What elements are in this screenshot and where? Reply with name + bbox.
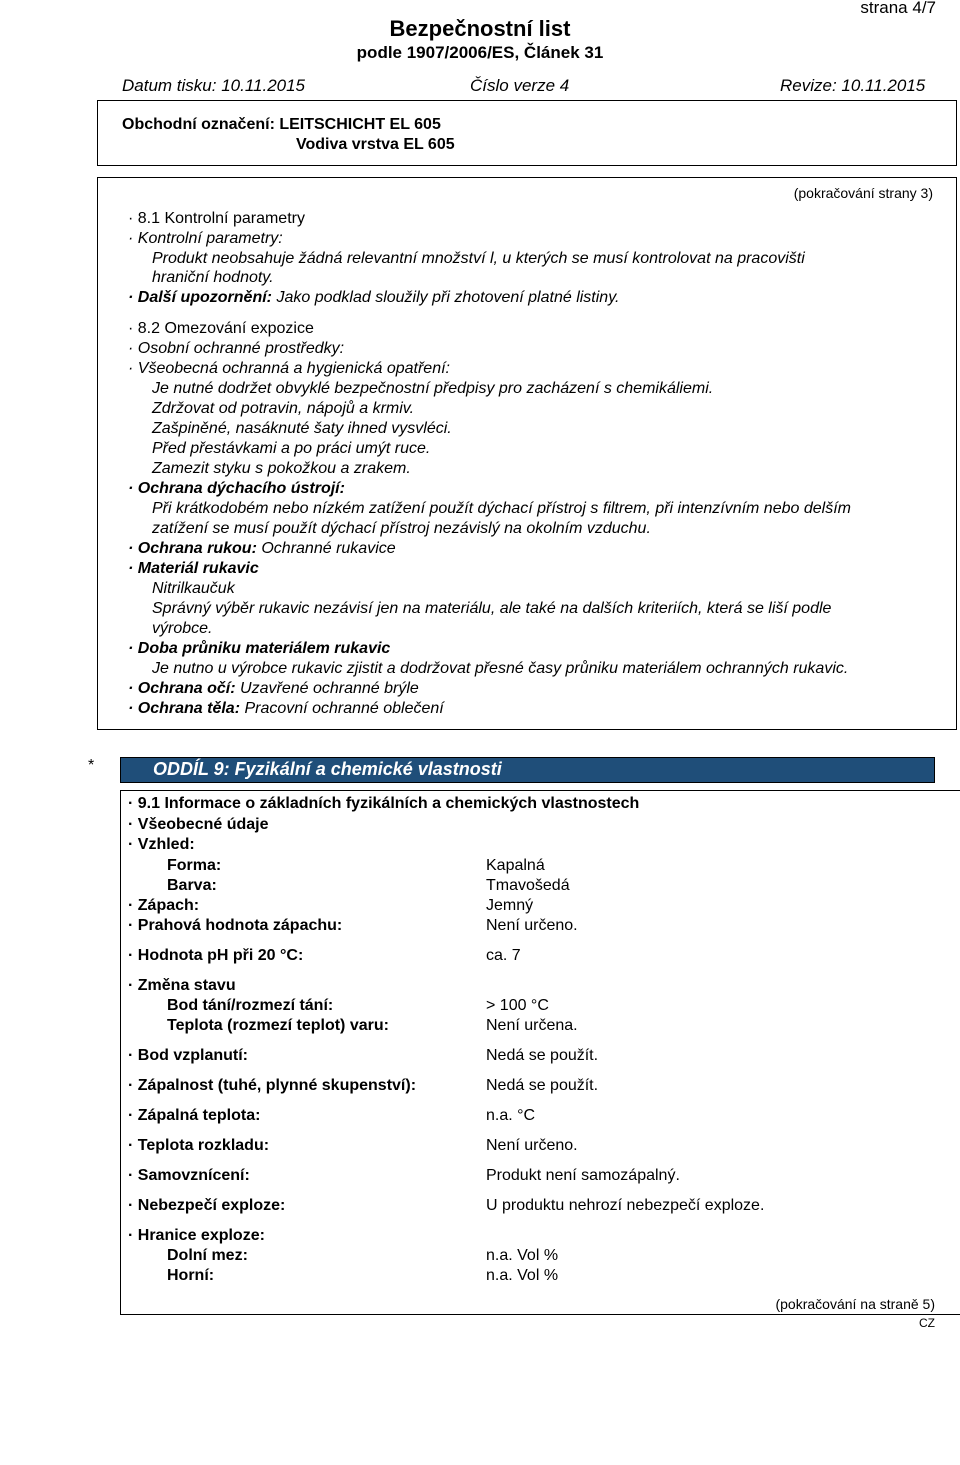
hygiene-line-2: Zdržovat od potravin, nápojů a krmiv. xyxy=(152,400,415,417)
explosion-danger-value: U produktu nehrozí nebezpečí exploze. xyxy=(486,1197,765,1214)
boiling-point-value: Není určena. xyxy=(486,1017,578,1034)
penetration-time-text: Je nutno u výrobce rukavic zjistit a dodržovat přesné časy průniku materiálem ochranných rukavic. xyxy=(152,660,849,677)
ignition-temp-label: · Zápalná teplota: xyxy=(128,1107,261,1124)
glove-material-3: výrobce. xyxy=(152,620,213,637)
ppe-label: · Osobní ochranné prostředky: xyxy=(128,340,345,357)
product-box xyxy=(97,100,957,166)
color-value: Tmavošedá xyxy=(486,877,570,894)
hand-protection xyxy=(128,540,396,558)
form-value: Kapalná xyxy=(486,857,545,874)
odour-threshold-value: Není určeno. xyxy=(486,917,578,934)
revision-date: Revize: 10.11.2015 xyxy=(780,76,926,95)
body-protection xyxy=(128,700,444,718)
section-9-title: ODDÍL 9: Fyzikální a chemické vlastnosti xyxy=(153,759,502,779)
color-label: Barva: xyxy=(167,877,217,894)
print-date: Datum tisku: 10.11.2015 xyxy=(122,76,306,95)
eye-protection-text: Uzavřené ochranné brýle xyxy=(240,680,419,697)
eye-protection-label: · Ochrana očí: xyxy=(128,680,236,697)
hygiene-line-1: Je nutné dodržet obvyklé bezpečnostní předpisy pro zacházení s chemikáliemi. xyxy=(152,380,714,397)
ph-value: ca. 7 xyxy=(486,947,521,964)
odour-threshold-label: · Prahová hodnota zápachu: xyxy=(128,917,343,934)
respiratory-text-1: Při krátkodobém nebo nízkém zatížení použít dýchací přístroj s filtrem, při intenzívním nebo delším xyxy=(152,500,851,517)
heading-8-2: · 8.2 Omezování expozice xyxy=(128,320,314,337)
decomposition-temp-label: · Teplota rozkladu: xyxy=(128,1137,270,1154)
odour-value: Jemný xyxy=(486,897,534,914)
self-ignition-label: · Samovznícení: xyxy=(128,1167,250,1184)
upper-limit-label: Horní: xyxy=(167,1267,215,1284)
hygiene-line-3: Zašpiněné, nasáknuté šaty ihned vysvléci. xyxy=(152,420,452,437)
continuation-note-top: (pokračování strany 3) xyxy=(793,185,933,201)
continuation-note-bottom: (pokračování na straně 5) xyxy=(775,1296,935,1312)
page-number: strana 4/7 xyxy=(860,0,936,17)
penetration-time-label: · Doba průniku materiálem rukavic xyxy=(128,640,391,657)
glove-material-label: · Materiál rukavic xyxy=(128,560,259,577)
section-9-banner xyxy=(120,757,935,783)
hand-protection-text: Ochranné rukavice xyxy=(261,540,396,557)
respiratory-label: · Ochrana dýchacího ústrojí: xyxy=(128,480,345,497)
melting-point-value: > 100 °C xyxy=(486,997,549,1014)
melting-point-label: Bod tání/rozmezí tání: xyxy=(167,997,334,1014)
respiratory-text-2: zatížení se musí použít dýchací přístroj nezávislý na okolním vzduchu. xyxy=(152,520,651,537)
lower-limit-value: n.a. Vol % xyxy=(486,1247,559,1264)
hygiene-line-5: Zamezit styku s pokožkou a zrakem. xyxy=(152,460,411,477)
eye-protection xyxy=(128,680,419,698)
further-info xyxy=(128,289,619,307)
revision-star: * xyxy=(88,757,95,774)
control-params-text: Produkt neobsahuje žádná relevantní množství l, u kterých se musí kontrolovat na pracovišti xyxy=(152,250,805,267)
control-params-text-2: hraniční hodnoty. xyxy=(152,269,274,286)
boiling-point-label: Teplota (rozmezí teplot) varu: xyxy=(167,1017,389,1034)
form-label: Forma: xyxy=(167,857,222,874)
heading-9-1: · 9.1 Informace o základních fyzikálních a chemických vlastnostech xyxy=(128,795,640,812)
product-name: Obchodní označení: LEITSCHICHT EL 605 xyxy=(122,116,441,133)
body-protection-text: Pracovní ochranné oblečení xyxy=(244,700,444,717)
upper-limit-value: n.a. Vol % xyxy=(486,1267,559,1284)
document-title: Bezpečnostní list xyxy=(389,16,571,41)
hygiene-label: · Všeobecná ochranná a hygienická opatření: xyxy=(128,360,450,377)
flammability-value: Nedá se použít. xyxy=(486,1077,599,1094)
general-info-label: · Všeobecné údaje xyxy=(128,816,269,833)
version-number: Číslo verze 4 xyxy=(470,76,570,95)
decomposition-temp-value: Není určeno. xyxy=(486,1137,578,1154)
hygiene-line-4: Před přestávkami a po práci umýt ruce. xyxy=(152,440,431,457)
explosion-danger-label: · Nebezpečí exploze: xyxy=(128,1197,286,1214)
glove-material-2: Správný výběr rukavic nezávisí jen na materiálu, ale také na dalších kriteriích, která se liší podle xyxy=(152,600,832,617)
product-name-alt: Vodiva vrstva EL 605 xyxy=(296,136,455,153)
ignition-temp-value: n.a. °C xyxy=(486,1107,536,1124)
body-protection-label: · Ochrana těla: xyxy=(128,700,241,717)
explosion-limits-label: · Hranice exploze: xyxy=(128,1227,265,1244)
flash-point-value: Nedá se použít. xyxy=(486,1047,599,1064)
further-info-text: Jako podklad sloužily při zhotovení platné listiny. xyxy=(276,289,620,306)
language-code: CZ xyxy=(919,1316,935,1330)
heading-8-1: · 8.1 Kontrolní parametry xyxy=(128,210,305,227)
flammability-label: · Zápalnost (tuhé, plynné skupenství): xyxy=(128,1077,417,1094)
lower-limit-label: Dolní mez: xyxy=(167,1247,248,1264)
appearance-label: · Vzhled: xyxy=(128,836,195,853)
glove-material-1: Nitrilkaučuk xyxy=(152,580,235,597)
document-subtitle: podle 1907/2006/ES, Článek 31 xyxy=(356,43,604,62)
ph-label: · Hodnota pH při 20 °C: xyxy=(128,947,304,964)
odour-label: · Zápach: xyxy=(128,897,200,914)
further-info-label: · Další upozornění: xyxy=(128,289,272,306)
state-change-label: · Změna stavu xyxy=(128,977,236,994)
hand-protection-label: · Ochrana rukou: xyxy=(128,540,257,557)
control-params-label: · Kontrolní parametry: xyxy=(128,230,283,247)
self-ignition-value: Produkt není samozápalný. xyxy=(486,1167,680,1184)
flash-point-label: · Bod vzplanutí: xyxy=(128,1047,248,1064)
